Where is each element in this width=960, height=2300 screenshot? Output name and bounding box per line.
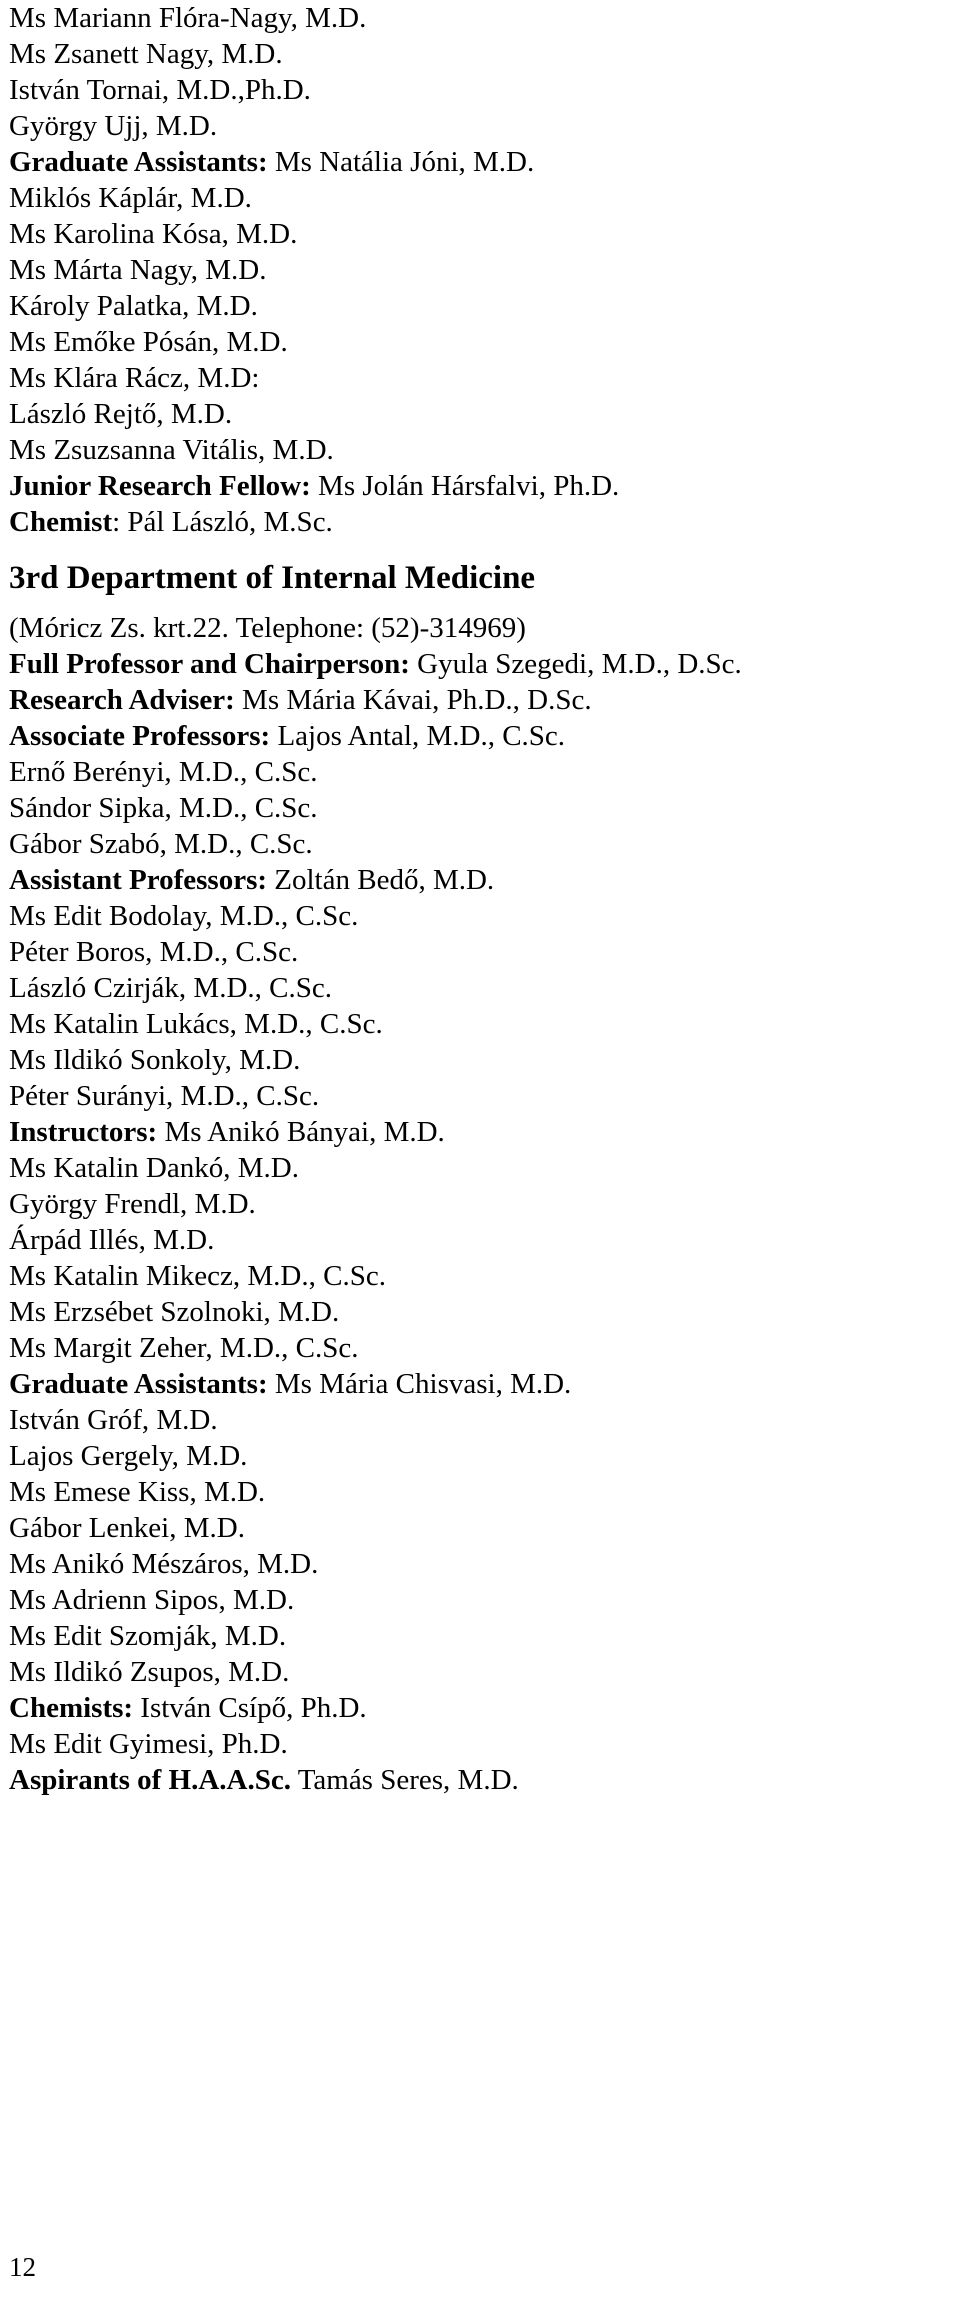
role-label: Assistant Professors: [9,864,268,896]
staff-name: Ms Karolina Kósa, M.D. [9,218,298,250]
staff-name: : Pál László, M.Sc. [112,506,333,538]
role-label: Aspirants of H.A.A.Sc. [9,1764,291,1796]
staff-line [9,1546,318,1582]
staff-name: Ms Edit Szomják, M.D. [9,1620,287,1652]
staff-name: Sándor Sipka, M.D., C.Sc. [9,792,318,824]
staff-name: Ernő Berényi, M.D., C.Sc. [9,756,318,788]
staff-name: Ms Jolán Hársfalvi, Ph.D. [310,470,620,502]
staff-name: Ms Margit Zeher, M.D., C.Sc. [9,1332,359,1364]
staff-name: Ms Zsuzsanna Vitális, M.D. [9,434,334,466]
staff-name: Miklós Káplár, M.D. [9,182,252,214]
address-text: (Móricz Zs. krt.22. Telephone: (52)-314969) [9,612,526,644]
staff-line [9,682,592,718]
staff-name: Lajos Antal, M.D., C.Sc. [270,720,566,752]
role-label: Research Adviser: [9,684,235,716]
staff-line [9,324,288,360]
staff-name: Ms Mária Chisvasi, M.D. [267,1368,572,1400]
staff-line [9,646,742,682]
staff-line [9,1438,247,1474]
staff-name: Gyula Szegedi, M.D., D.Sc. [409,648,742,680]
staff-line [9,826,313,862]
staff-name: Ms Adrienn Sipos, M.D. [9,1584,295,1616]
staff-name: Tamás Seres, M.D. [290,1764,519,1796]
staff-name: Ms Emőke Pósán, M.D. [9,326,288,358]
staff-line [9,1618,286,1654]
staff-name: Ms Zsanett Nagy, M.D. [9,38,283,70]
staff-name: Ms Márta Nagy, M.D. [9,254,267,286]
staff-line [9,1294,339,1330]
staff-line [9,504,333,540]
role-label: Chemist [9,506,113,538]
staff-line [9,790,318,826]
staff-name: György Frendl, M.D. [9,1188,256,1220]
staff-name: Péter Boros, M.D., C.Sc. [9,936,299,968]
staff-name: László Czirják, M.D., C.Sc. [9,972,332,1004]
role-label: Associate Professors: [9,720,271,752]
staff-name: Gábor Szabó, M.D., C.Sc. [9,828,313,860]
staff-line [9,754,318,790]
staff-line [9,1006,383,1042]
staff-line [9,1366,571,1402]
staff-line [9,1330,359,1366]
staff-line [9,252,266,288]
staff-line [9,432,334,468]
staff-name: Ms Erzsébet Szolnoki, M.D. [9,1296,340,1328]
staff-line [9,1582,294,1618]
role-label: Instructors: [9,1116,158,1148]
staff-name: Árpád Illés, M.D. [9,1224,215,1256]
staff-name: Péter Surányi, M.D., C.Sc. [9,1080,320,1112]
staff-name: Ms Ildikó Zsupos, M.D. [9,1656,290,1688]
staff-name: Ms Edit Gyimesi, Ph.D. [9,1728,288,1760]
staff-name: Ms Katalin Dankó, M.D. [9,1152,299,1184]
staff-line [9,1042,300,1078]
staff-line [9,970,332,1006]
staff-name: Ms Katalin Lukács, M.D., C.Sc. [9,1008,383,1040]
staff-line [9,1474,265,1510]
staff-line [9,360,259,396]
staff-name: Ms Anikó Mészáros, M.D. [9,1548,319,1580]
role-label: Chemists: [9,1692,134,1724]
staff-name: Ms Edit Bodolay, M.D., C.Sc. [9,900,359,932]
staff-line [9,1114,445,1150]
department-title: 3rd Department of Internal Medicine [9,560,536,596]
staff-line [9,1690,367,1726]
staff-name: Gábor Lenkei, M.D. [9,1512,245,1544]
staff-line [9,1510,245,1546]
role-label: Graduate Assistants: [9,146,268,178]
staff-name: Zoltán Bedő, M.D. [267,864,495,896]
staff-name: Ms Ildikó Sonkoly, M.D. [9,1044,301,1076]
staff-name: Lajos Gergely, M.D. [9,1440,248,1472]
staff-line [9,718,565,754]
role-label: Full Professor and Chairperson: [9,648,410,680]
staff-line [9,862,494,898]
staff-name: István Gróf, M.D. [9,1404,218,1436]
staff-line [9,108,217,144]
staff-name: László Rejtő, M.D. [9,398,233,430]
staff-line [9,396,232,432]
staff-name: Károly Palatka, M.D. [9,290,258,322]
staff-line [9,898,358,934]
staff-line [9,934,298,970]
staff-line [9,1762,519,1798]
staff-line [9,1078,319,1114]
staff-name: Ms Klára Rácz, M.D: [9,362,260,394]
staff-name: Ms Natália Jóni, M.D. [267,146,535,178]
staff-name: István Csípő, Ph.D. [133,1692,367,1724]
staff-line [9,72,311,108]
staff-line [9,288,258,324]
role-label: Graduate Assistants: [9,1368,268,1400]
staff-name: István Tornai, M.D.,Ph.D. [9,74,311,106]
staff-line [9,1654,289,1690]
staff-line [9,144,534,180]
staff-line [9,1186,256,1222]
staff-line [9,468,619,504]
staff-name: Ms Anikó Bányai, M.D. [157,1116,445,1148]
staff-line [9,1258,386,1294]
staff-line [9,0,366,36]
staff-name: Ms Katalin Mikecz, M.D., C.Sc. [9,1260,386,1292]
staff-name: Ms Mária Kávai, Ph.D., D.Sc. [234,684,592,716]
staff-line [9,1222,214,1258]
staff-line [9,1402,218,1438]
staff-line [9,216,297,252]
staff-name: Ms Emese Kiss, M.D. [9,1476,266,1508]
staff-line [9,36,283,72]
address-line [9,610,526,646]
page-number: 12 [9,2252,36,2282]
staff-name: Ms Mariann Flóra-Nagy, M.D. [9,2,367,34]
role-label: Junior Research Fellow: [9,470,311,502]
staff-name: György Ujj, M.D. [9,110,218,142]
staff-line [9,1726,288,1762]
staff-line [9,180,252,216]
staff-line [9,1150,299,1186]
